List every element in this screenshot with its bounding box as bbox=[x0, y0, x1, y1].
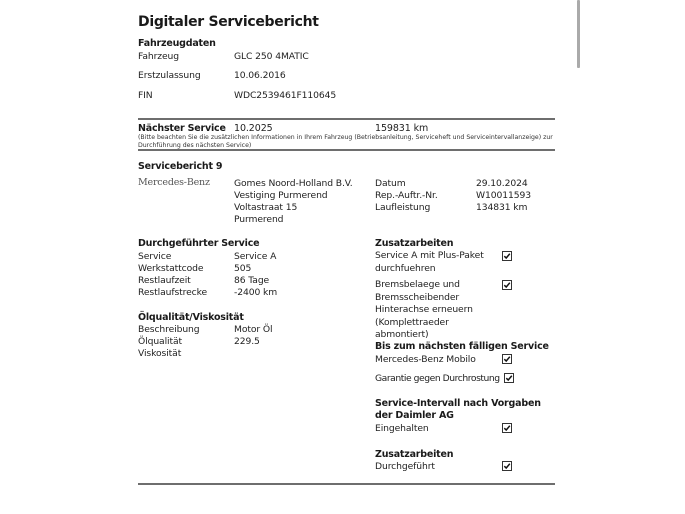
remaining-distance-label: Restlaufstrecke bbox=[138, 287, 208, 298]
extra-work-2-heading: Zusatzarbeiten bbox=[375, 449, 454, 460]
vin-label: FIN bbox=[138, 90, 153, 101]
order-number-value: W10011593 bbox=[476, 190, 531, 201]
mercedes-benz-logo: Mercedes-Benz bbox=[138, 177, 210, 188]
checkbox-performed[interactable] bbox=[502, 461, 512, 471]
dealer-city: Purmerend bbox=[234, 214, 284, 225]
mileage-value: 134831 km bbox=[476, 202, 528, 213]
next-service-label: Nächster Service bbox=[138, 123, 226, 134]
dealer-street: Voltastraat 15 bbox=[234, 202, 298, 213]
checkmark-icon bbox=[503, 424, 511, 432]
vehicle-label: Fahrzeug bbox=[138, 51, 180, 62]
checkmark-icon bbox=[503, 462, 511, 470]
next-service-date: 10.2025 bbox=[234, 123, 273, 134]
viscosity-label: Viskosität bbox=[138, 348, 182, 359]
vehicle-value: GLC 250 4MATIC bbox=[234, 51, 309, 62]
checkbox-interval-kept[interactable] bbox=[502, 423, 512, 433]
service-value: Service A bbox=[234, 251, 277, 262]
oil-heading: Ölqualität/Viskosität bbox=[138, 312, 244, 323]
performed-heading: Durchgeführter Service bbox=[138, 238, 260, 249]
checkbox-mobilo[interactable] bbox=[502, 354, 512, 364]
remaining-distance-value: -2400 km bbox=[234, 287, 278, 298]
remaining-time-value: 86 Tage bbox=[234, 275, 270, 286]
vehicle-heading: Fahrzeugdaten bbox=[138, 38, 216, 49]
oil-description-value: Motor Öl bbox=[234, 324, 273, 335]
checkbox-extra-work-1[interactable] bbox=[502, 251, 512, 261]
mobilo-item: Mercedes-Benz Mobilo bbox=[375, 354, 476, 365]
divider-next-service bbox=[138, 149, 555, 151]
extra-work-item: Service A mit Plus-Paket durchfuehren bbox=[375, 250, 484, 274]
vin-value: WDC2539461F110645 bbox=[234, 90, 337, 101]
performed-item: Durchgeführt bbox=[375, 461, 435, 472]
service-label: Service bbox=[138, 251, 172, 262]
remaining-time-label: Restlaufzeit bbox=[138, 275, 191, 286]
checkbox-rust-warranty[interactable] bbox=[504, 373, 514, 383]
checkmark-icon bbox=[503, 281, 511, 289]
date-value: 29.10.2024 bbox=[476, 178, 528, 189]
rust-warranty-item: Garantie gegen Durchrostung bbox=[375, 373, 500, 384]
oil-quality-value: 229.5 bbox=[234, 336, 260, 347]
workshop-code-value: 505 bbox=[234, 263, 252, 274]
checkmark-icon bbox=[503, 355, 511, 363]
checkmark-icon bbox=[503, 252, 511, 260]
next-service-note: (Bitte beachten Sie die zusätzlichen Informationen in Ihrem Fahrzeug (Betriebsanleitung, Serviceheft und Serviceintervallanzeige) zur Durchführung des nächsten Service) bbox=[138, 134, 553, 149]
checkbox-extra-work-2[interactable] bbox=[502, 280, 512, 290]
divider-top bbox=[138, 118, 555, 120]
page-title: Digitaler Servicebericht bbox=[138, 14, 319, 30]
vertical-scrollbar[interactable] bbox=[577, 0, 580, 68]
report-heading: Servicebericht 9 bbox=[138, 161, 223, 172]
oil-quality-label: Ölqualität bbox=[138, 336, 183, 347]
extra-work-item: Bremsbelaege und Bremsscheibender Hinterachse erneuern (Komplettraeder abmontiert) bbox=[375, 279, 473, 340]
date-label: Datum bbox=[375, 178, 406, 189]
checkmark-icon bbox=[505, 374, 513, 382]
order-number-label: Rep.-Auftr.-Nr. bbox=[375, 190, 438, 201]
extra-work-heading: Zusatzarbeiten bbox=[375, 238, 454, 249]
registration-label: Erstzulassung bbox=[138, 70, 201, 81]
registration-value: 10.06.2016 bbox=[234, 70, 286, 81]
until-next-heading: Bis zum nächsten fälligen Service bbox=[375, 341, 549, 352]
divider-bottom bbox=[138, 483, 555, 485]
dealer-name: Gomes Noord-Holland B.V. bbox=[234, 178, 353, 189]
interval-heading: Service-Intervall nach Vorgaben der Daimler AG bbox=[375, 398, 541, 421]
next-service-mileage: 159831 km bbox=[375, 123, 429, 134]
mileage-label: Laufleistung bbox=[375, 202, 431, 213]
oil-description-label: Beschreibung bbox=[138, 324, 200, 335]
interval-kept-item: Eingehalten bbox=[375, 423, 429, 434]
dealer-branch: Vestiging Purmerend bbox=[234, 190, 328, 201]
workshop-code-label: Werkstattcode bbox=[138, 263, 204, 274]
